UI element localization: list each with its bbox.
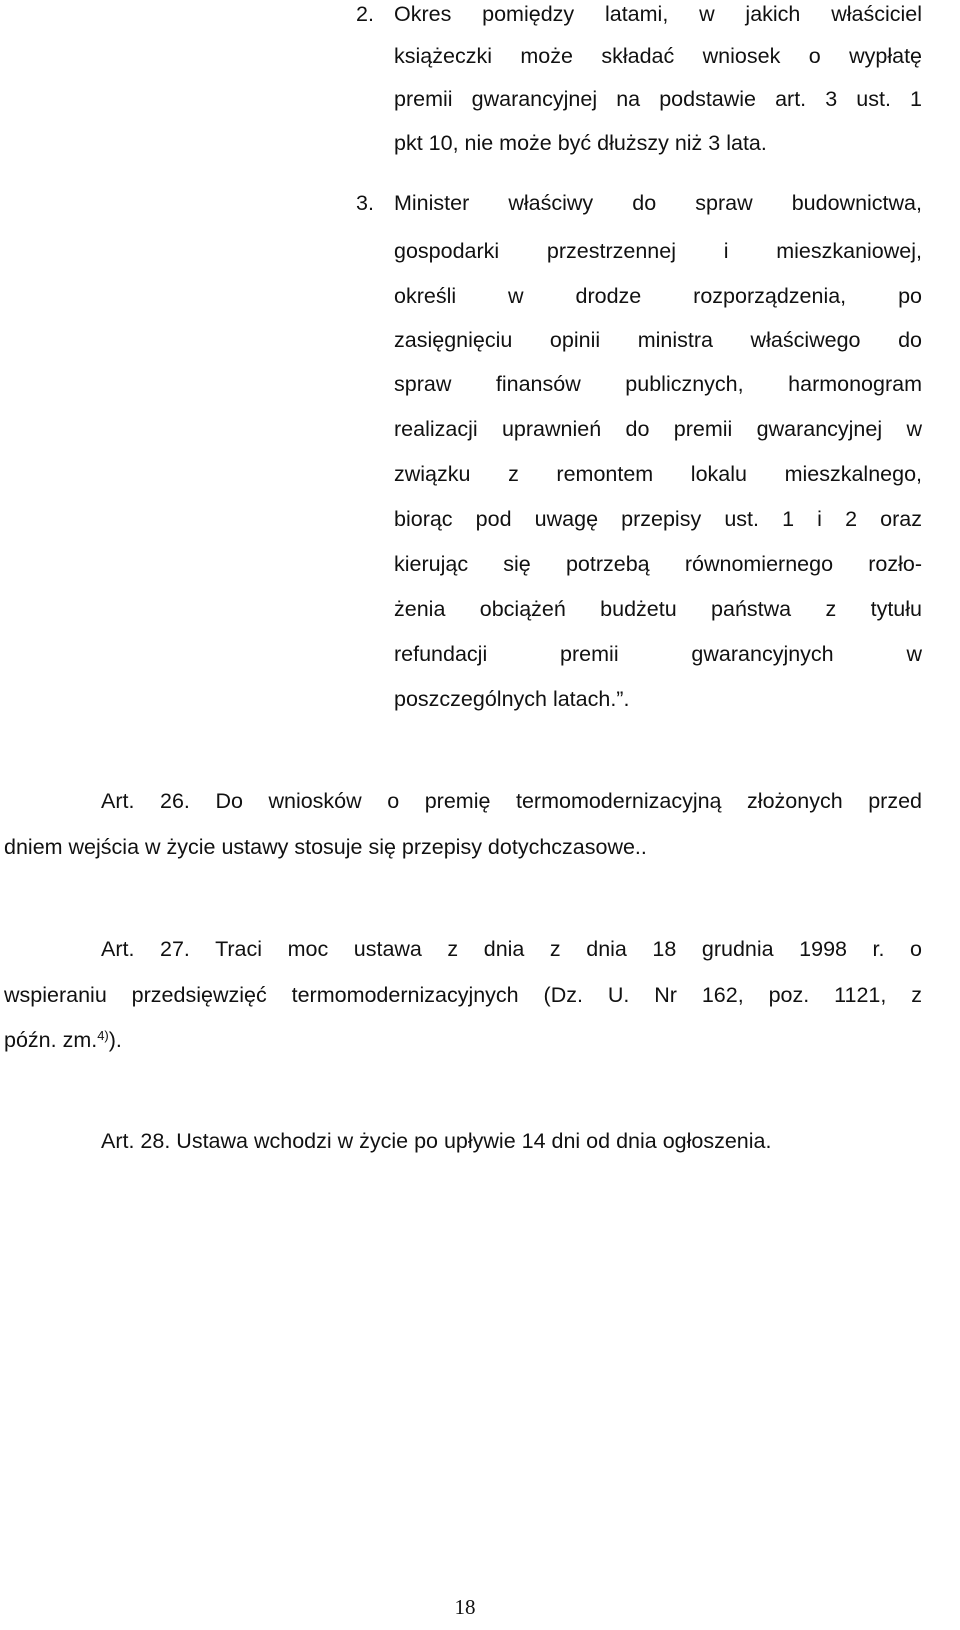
- item-2-line-1: Okres pomiędzy latami, w jakich właściciel: [394, 2, 922, 26]
- item-3-line-2: gospodarki przestrzennej i mieszkaniowej,: [394, 239, 922, 263]
- item-2-line-2: książeczki może składać wniosek o wypłatę: [394, 44, 922, 68]
- article-26-line-2: dniem wejścia w życie ustawy stosuje się przepisy dotychczasowe..: [4, 835, 647, 859]
- item-3-line-10: żenia obciążeń budżetu państwa z tytułu: [394, 597, 922, 621]
- item-3-line-9: kierując się potrzebą równomiernego rozło-: [394, 552, 922, 576]
- item-3-line-3: określi w drodze rozporządzenia, po: [394, 284, 922, 308]
- item-3-line-6: realizacji uprawnień do premii gwarancyjnej w: [394, 417, 922, 441]
- article-27-line-3: [4, 1025, 122, 1055]
- article-28-label: Art. 28.: [101, 1129, 171, 1153]
- article-27-label: Art. 27.: [101, 937, 190, 961]
- article-27-first-line: [101, 934, 922, 964]
- article-27-line-2: wspieraniu przedsięwzięć termomodernizacyjnych (Dz. U. Nr 162, poz. 1121, z: [4, 983, 922, 1007]
- item-3-line-8: biorąc pod uwagę przepisy ust. 1 i 2 oraz: [394, 507, 922, 531]
- item-3-line-12: poszczególnych latach.”.: [394, 687, 630, 711]
- article-27-line-3-tail: ).: [108, 1028, 122, 1052]
- item-3-line-1: Minister właściwy do spraw budownictwa,: [394, 191, 922, 215]
- item-3-line-5: spraw finansów publicznych, harmonogram: [394, 372, 922, 396]
- article-28-text: Ustawa wchodzi w życie po upływie 14 dni od dnia ogłoszenia.: [176, 1129, 772, 1153]
- item-2-line-4: pkt 10, nie może być dłuższy niż 3 lata.: [394, 131, 767, 155]
- item-3-line-7: związku z remontem lokalu mieszkalnego,: [394, 462, 922, 486]
- article-27-line-3-text: późn. zm.: [4, 1028, 98, 1052]
- article-28-line: [101, 1126, 771, 1156]
- article-26-label: Art. 26.: [101, 789, 190, 813]
- item-2-line-3: premii gwarancyjnej na podstawie art. 3 ust. 1: [394, 87, 922, 111]
- item-3-line-11: refundacji premii gwarancyjnych w: [394, 642, 922, 666]
- article-26-line-1: Do wniosków o premię termomodernizacyjną złożonych przed: [215, 789, 922, 813]
- page-number: 18: [454, 1595, 476, 1619]
- article-27-line-1: Traci moc ustawa z dnia z dnia 18 grudnia 1998 r. o: [215, 937, 923, 961]
- article-26-first-line: [101, 786, 922, 816]
- item-3-line-4: zasięgnięciu opinii ministra właściwego do: [394, 328, 922, 352]
- item-3-number: 3.: [356, 191, 374, 215]
- item-2-number: 2.: [356, 2, 374, 26]
- footnote-marker: 4): [97, 1028, 109, 1043]
